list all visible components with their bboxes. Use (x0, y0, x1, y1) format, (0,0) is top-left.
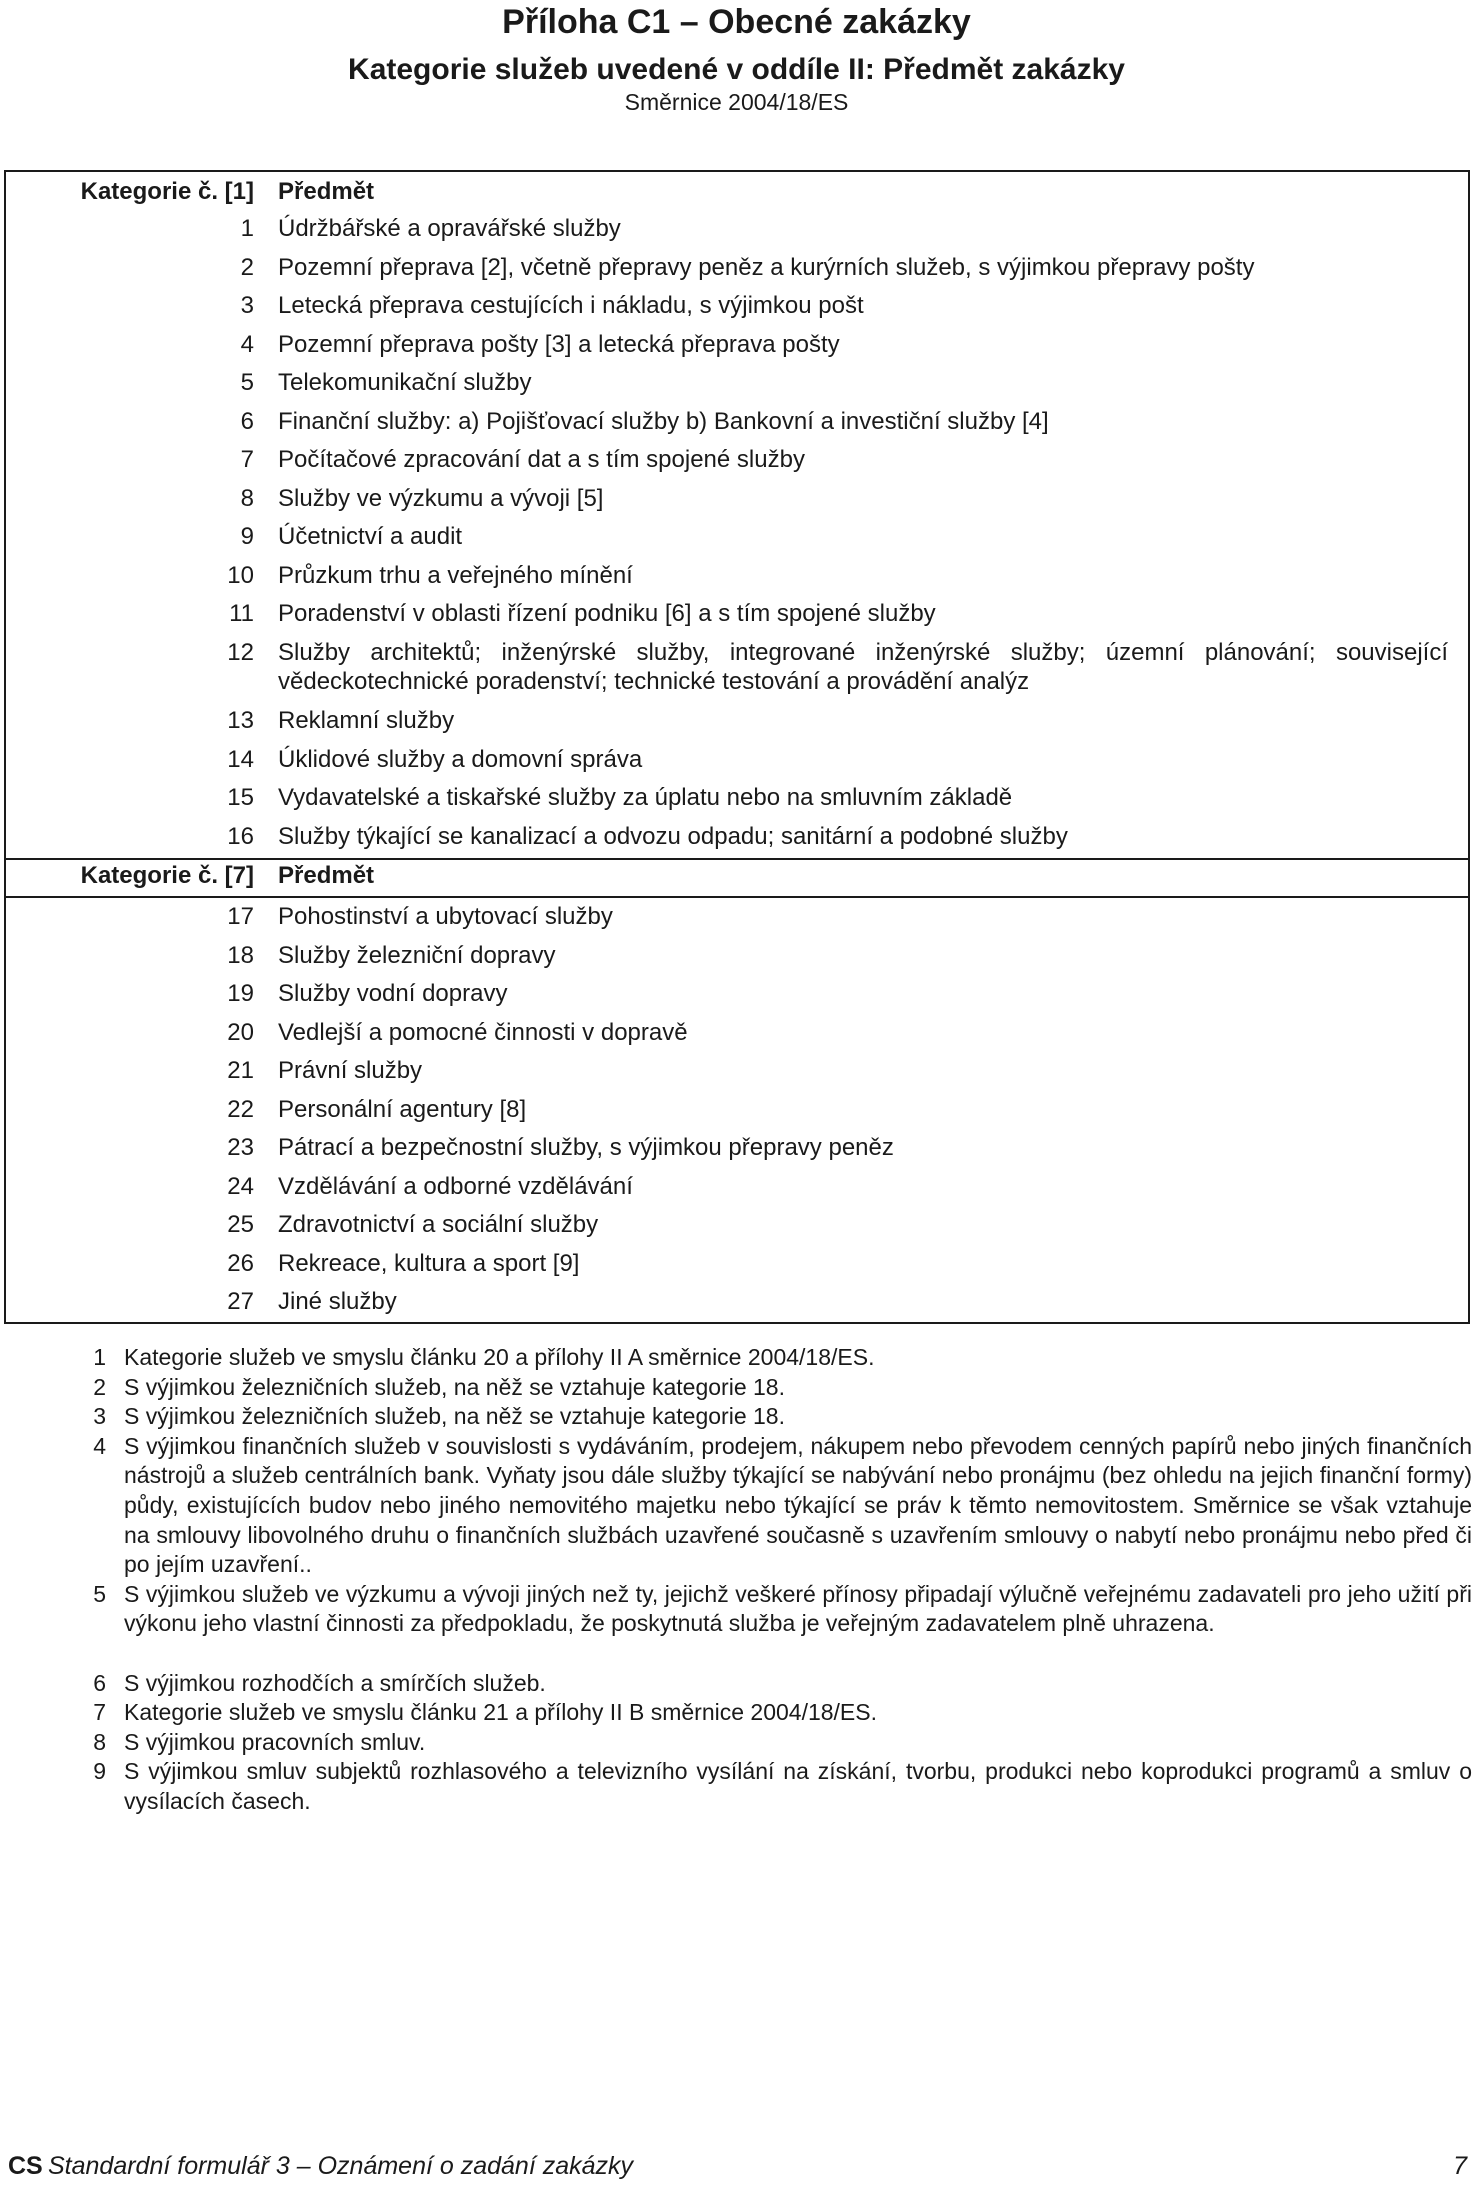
service-description: Právní služby (278, 1057, 423, 1084)
service-description: Letecká přeprava cestujících i nákladu, s výjimkou pošt (278, 292, 864, 319)
category-number: 20 (227, 1018, 254, 1046)
category-number: 4 (240, 330, 254, 358)
page-footer (0, 2150, 1473, 2182)
category-number: 23 (227, 1134, 254, 1161)
service-description: Vzdělávání a odborné vzdělávání (278, 1172, 633, 1200)
category-number: 15 (227, 784, 254, 811)
category-number: 9 (240, 523, 254, 550)
service-description: Služby vodní dopravy (278, 980, 508, 1007)
footnote-number: 1 (93, 1344, 106, 1370)
service-description: Počítačové zpracování dat a s tím spojené služby (278, 446, 805, 473)
service-description: Pátrací a bezpečnostní služby, s výjimkou přepravy peněz (278, 1134, 894, 1161)
footnote-number: 9 (93, 1758, 106, 1785)
service-description: Údržbářské a opravářské služby (278, 215, 621, 242)
footnote-number: 4 (93, 1432, 106, 1459)
service-description: Vydavatelské a tiskařské služby za úplatu nebo na smluvním základě (278, 784, 1013, 811)
footnote-number: 5 (93, 1580, 106, 1607)
footnote-text: Kategorie služeb ve smyslu článku 20 a přílohy II A směrnice 2004/18/ES. (124, 1344, 875, 1370)
directive-reference: Směrnice 2004/18/ES (624, 89, 849, 115)
service-description: Služby týkající se kanalizací a odvozu odpadu; sanitární a podobné služby (278, 822, 1068, 850)
form-name: Standardní formulář 3 – Oznámení o zadání zakázky (48, 2152, 634, 2180)
service-description: Jiné služby (278, 1288, 397, 1315)
service-description: Rekreace, kultura a sport [9] (278, 1249, 580, 1277)
category-number: 8 (240, 484, 254, 512)
category-number: 10 (227, 561, 254, 589)
category-number: 16 (227, 822, 254, 850)
footnote-text: Kategorie služeb ve smyslu článku 21 a přílohy II B směrnice 2004/18/ES. (124, 1699, 878, 1726)
language-code: CS (8, 2152, 43, 2180)
footnote-number: 8 (93, 1728, 106, 1755)
category-number: 5 (240, 369, 254, 396)
category-number: 1 (240, 215, 254, 242)
service-description: Průzkum trhu a veřejného mínění (278, 561, 633, 589)
footnote-number: 7 (93, 1699, 106, 1726)
service-description: Telekomunikační služby (278, 369, 532, 396)
service-description: Personální agentury [8] (278, 1095, 527, 1123)
category-number: 12 (227, 638, 254, 666)
footnote-text: S výjimkou finančních služeb v souvislosti s vydáváním, prodejem, nákupem nebo převodem cenných papírů nebo jiných finančních nástrojů a služeb centrálních bank. Vyňaty jsou dále služby týkající se nabývání nebo pronájmu (bez ohledu na jejich finanční formy) půdy, existujících budov nebo jiného nemovitého majetku nebo týkající se práv k těmto nemovitostem. Směrnice se však vztahuje na smlouvy libovolného druhu o finančních službách uzavřené současně s uzavřením smlouvy o nabytí nebo pronájmu nebo před či po jejím uzavření.. (124, 1432, 1472, 1578)
footnote-number: 2 (93, 1373, 106, 1400)
category-number: 2 (240, 253, 254, 281)
category-number: 22 (227, 1095, 254, 1123)
page-title: Příloha C1 – Obecné zakázky (502, 3, 971, 41)
category-number: 19 (227, 980, 254, 1007)
category-number: 13 (227, 707, 254, 734)
service-description: Pozemní přeprava pošty [3] a letecká přeprava pošty (278, 330, 840, 358)
category-label: Kategorie č. [7] (80, 862, 254, 889)
service-description: Služby architektů; inženýrské služby, integrované inženýrské služby; územní plánování; související vědeckotechnické poradenství; technické testování a provádění analýz (278, 638, 1448, 695)
service-description: Finanční služby: a) Pojišťovací služby b) Bankovní a investiční služby [4] (278, 407, 1049, 435)
footnote-number: 6 (93, 1669, 106, 1696)
page-subtitle: Kategorie služeb uvedené v oddíle II: Předmět zakázky (348, 53, 1125, 86)
category-number: 21 (227, 1057, 254, 1084)
footnote-number: 3 (93, 1403, 106, 1430)
footnote-text: S výjimkou železničních služeb, na něž se vztahuje kategorie 18. (124, 1373, 785, 1400)
page-number: 7 (1453, 2152, 1467, 2180)
footnote-text: S výjimkou smluv subjektů rozhlasového a televizního vysílání na získání, tvorbu, produkci nebo koprodukci programů a smluv o vysílacích časech. (124, 1758, 1472, 1814)
service-categories-table (4, 170, 1470, 1324)
service-description: Zdravotnictví a sociální služby (278, 1211, 599, 1238)
category-number: 7 (240, 446, 254, 473)
category-number: 27 (227, 1288, 254, 1315)
service-description: Pohostinství a ubytovací služby (278, 903, 613, 930)
footnote-text: S výjimkou pracovních smluv. (124, 1728, 426, 1755)
service-description: Pozemní přeprava [2], včetně přepravy peněz a kurýrních služeb, s výjimkou přepravy pošty (278, 253, 1255, 281)
category-number: 18 (227, 941, 254, 969)
service-description: Účetnictví a audit (278, 523, 463, 550)
category-header-row (6, 172, 1468, 210)
footnote-text: S výjimkou železničních služeb, na něž se vztahuje kategorie 18. (124, 1403, 785, 1430)
service-description: Služby ve výzkumu a vývoji [5] (278, 484, 604, 512)
category-number: 14 (227, 745, 254, 773)
category-number: 24 (227, 1172, 254, 1200)
category-number: 3 (240, 292, 254, 319)
subject-label: Předmět (278, 862, 375, 889)
category-label: Kategorie č. [1] (80, 178, 254, 205)
service-description: Služby železniční dopravy (278, 941, 556, 969)
service-description: Úklidové služby a domovní správa (278, 745, 643, 773)
service-description: Vedlejší a pomocné činnosti v dopravě (278, 1018, 688, 1046)
category-header-row (6, 856, 1468, 894)
category-number: 25 (227, 1211, 254, 1238)
footnote-text: S výjimkou služeb ve výzkumu a vývoji jiných než ty, jejichž veškeré přínosy připadají výlučně veřejnému zadavateli pro jeho užití při výkonu jeho vlastní činnosti za předpokladu, že poskytnutá služba je veřejným zadavatelem plně uhrazena. (124, 1580, 1472, 1637)
category-number: 11 (229, 600, 254, 627)
category-number: 26 (227, 1249, 254, 1277)
footnote-text: S výjimkou rozhodčích a smírčích služeb. (124, 1669, 546, 1696)
category-number: 6 (240, 407, 254, 435)
service-description: Poradenství v oblasti řízení podniku [6] a s tím spojené služby (278, 600, 936, 627)
header-divider (6, 896, 1468, 898)
subject-label: Předmět (278, 178, 375, 205)
category-number: 17 (227, 903, 254, 930)
service-description: Reklamní služby (278, 707, 455, 734)
